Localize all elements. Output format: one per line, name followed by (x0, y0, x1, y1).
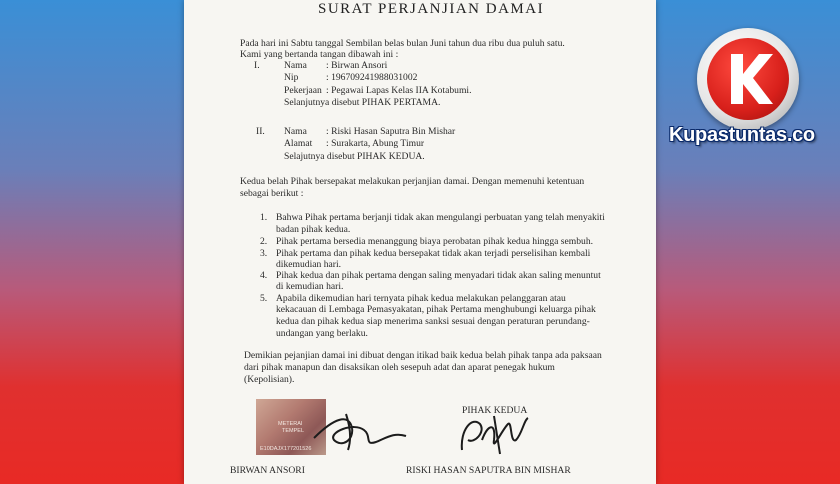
party1-nip-label: Nip (284, 72, 299, 83)
kupastuntas-logo (697, 28, 799, 130)
party1-name-value: : Birwan Ansori (326, 60, 388, 71)
point-text: Pihak kedua dan pihak pertama dengan saling menyadari tidak akan saling menuntut (276, 270, 601, 281)
closing-line-3: (Kepolisian). (244, 374, 295, 385)
point-text: Apabila dikemudian hari ternyata pihak kedua melakukan pelanggaran atau (276, 293, 566, 304)
point-text: dikemudian hari. (276, 259, 342, 270)
point-text: Pihak pertama dan pihak kedua bersepakat tidak akan terjadi perselisihan kembali (276, 248, 591, 259)
point-number: 2. (260, 236, 268, 247)
party2-name-label: Nama (284, 126, 307, 137)
party2-address-value: : Surakarta, Abung Timur (326, 138, 425, 149)
point-text: kekacauan di Lembaga Pemasyakatan, pihak Pertama menghubungi keluarga pihak (276, 304, 596, 315)
party2-signature-name: RISKI HASAN SAPUTRA BIN MISHAR (406, 465, 571, 476)
point-number: 1. (260, 212, 268, 223)
logo-badge (707, 38, 789, 120)
point-number: 5. (260, 293, 268, 304)
party1-name-label: Nama (284, 60, 307, 71)
party1-nip-value: : 196709241988031002 (326, 72, 418, 83)
brand-name: Kupastuntas.co (669, 124, 815, 146)
point-text: di kemudian hari. (276, 281, 344, 292)
party1-alias: Selanjutnya disebut PIHAK PERTAMA. (284, 97, 441, 108)
stamp-text: METERAI (278, 421, 303, 427)
party1-number: I. (254, 60, 260, 71)
party1-job-value: : Pegawai Lapas Kelas IIA Kotabumi. (326, 85, 472, 96)
stamp-code: E10DAJX177201526 (260, 446, 312, 452)
party2-name-value: : Riski Hasan Saputra Bin Mishar (326, 126, 456, 137)
agreement-line-2: sebagai berikut : (240, 188, 304, 199)
party2-number: II. (256, 126, 265, 137)
point-text: badan pihak kedua. (276, 224, 351, 235)
party2-signature (454, 410, 534, 460)
point-number: 4. (260, 270, 268, 281)
closing-line-1: Demikian pejanjian damai ini dibuat dengan itikad baik kedua belah pihak tanpa ada paksaan (244, 350, 602, 361)
party2-signature-label: PIHAK KEDUA (462, 405, 528, 416)
party2-address-label: Alamat (284, 138, 313, 149)
stamp-text: TEMPEL (282, 428, 305, 434)
intro-line-2: Kami yang bertanda tangan dibawah ini : (240, 49, 399, 60)
point-text: undangan yang berlaku. (276, 328, 368, 339)
closing-line-2: dari pihak manapun dan disaksikan oleh sesepuh adat dan aparat penegak hukum (244, 362, 555, 373)
point-text: Bahwa Pihak pertama berjanji tidak akan mengulangi perbuatan yang telah menyakiti (276, 212, 605, 223)
point-text: Pihak pertama bersedia menanggung biaya perobatan pihak kedua hingga sembuh. (276, 236, 594, 247)
party1-job-label: Pekerjaan (284, 85, 322, 96)
party1-signature (294, 408, 424, 454)
party2-alias: Selajutnya disebut PIHAK KEDUA. (284, 151, 425, 162)
document-title: SURAT PERJANJIAN DAMAI (318, 1, 545, 17)
party1-signature-name: BIRWAN ANSORI (230, 465, 305, 476)
k-letter-icon (707, 38, 789, 120)
point-text: kedua dan pihak kedua siap menerima sanksi sesuai dengan peraturan perundang- (276, 316, 590, 327)
agreement-line-1: Kedua belah Pihak bersepakat melakukan perjanjian damai. Dengan memenuhi ketentuan (240, 176, 585, 187)
agreement-document (184, 0, 656, 484)
point-number: 3. (260, 248, 268, 259)
intro-line-1: Pada hari ini Sabtu tanggal Sembilan belas bulan Juni tahun dua ribu dua puluh satu. (240, 38, 565, 49)
